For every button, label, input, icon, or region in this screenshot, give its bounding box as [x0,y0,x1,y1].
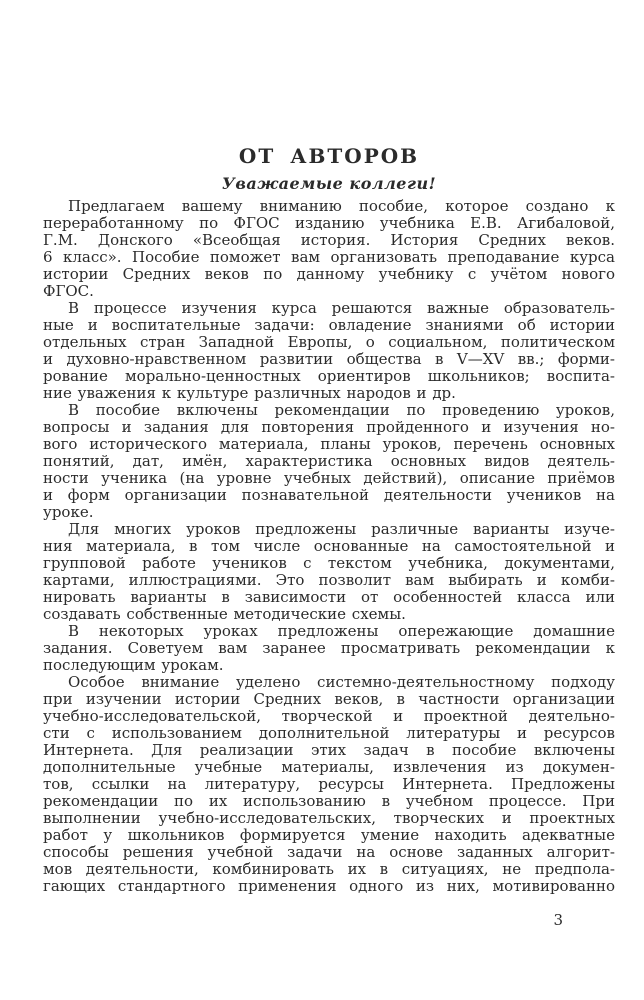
page-title: ОТ АВТОРОВ [238,144,420,168]
text-line: Предлагаем вашему вниманию пособие, которое создано к [68,197,615,215]
text-line: выполнении учебно-исследовательских, творческих и проектных [43,809,615,827]
text-line: ФГОС. [43,282,94,300]
text-line: картами, иллюстрациями. Это позволит вам выбирать и комби- [43,571,615,589]
text-line: ности ученика (на уровне учебных действий), описание приёмов [43,469,615,487]
page-number: 3 [553,911,563,929]
text-line: создавать собственные методические схемы. [43,605,406,623]
text-line: ние уважения к культуре различных народов и др. [43,384,456,402]
text-line: гающих стандартного применения одного из них, мотивированно [43,877,615,895]
text-line: и духовно-нравственном развитии общества в V—XV вв.; форми- [43,350,615,368]
text-line: рекомендации по их использованию в учебном процессе. При [43,792,615,810]
text-line: уроке. [43,503,94,521]
text-line: отдельных стран Западной Европы, о социальном, политическом [43,333,615,351]
text-line: Г.М. Донского «Всеобщая история. История Средних веков. [43,231,615,249]
text-line: учебно-исследовательской, творческой и проектной деятельно- [43,707,615,725]
text-line: способы решения учебной задачи на основе заданных алгорит- [43,843,615,861]
text-line: последующим урокам. [43,656,224,674]
greeting-subtitle: Уважаемые коллеги! [221,174,437,193]
text-line: тов, ссылки на литературу, ресурсы Интернета. Предложены [43,775,615,793]
text-line: В некоторых уроках предложены опережающие домашние [68,622,615,640]
text-line: и форм организации познавательной деятельности учеников на [43,486,615,504]
text-line: Для многих уроков предложены различные варианты изуче- [68,520,615,538]
paragraph [43,521,615,623]
paragraph [43,623,615,674]
text-line: работ у школьников формируется умение находить адекватные [43,826,615,844]
text-line: мов деятельности, комбинировать их в ситуациях, не предпола- [43,860,615,878]
text-line: задания. Советуем вам заранее просматривать рекомендации к [43,639,615,657]
paragraph [43,198,615,300]
text-line: нировать варианты в зависимости от особенностей класса или [43,588,615,606]
paragraph [43,674,615,895]
text-line: понятий, дат, имён, характеристика основных видов деятель- [43,452,615,470]
page-content [43,146,615,895]
text-line: дополнительные учебные материалы, извлечения из докумен- [43,758,615,776]
text-line: ные и воспитательные задачи: овладение знаниями об истории [43,316,615,334]
text-line: сти с использованием дополнительной литературы и ресурсов [43,724,615,742]
paragraph [43,402,615,521]
body-text [43,198,615,895]
text-line: Интернета. Для реализации этих задач в пособие включены [43,741,615,759]
text-line: вопросы и задания для повторения пройденного и изучения но- [43,418,615,436]
text-line: истории Средних веков по данному учебнику с учётом нового [43,265,615,283]
text-line: Особое внимание уделено системно-деятельностному подходу [68,673,615,691]
text-line: В пособие включены рекомендации по проведению уроков, [68,401,615,419]
text-line: рование морально-ценностных ориентиров школьников; воспита- [43,367,615,385]
text-line: ния материала, в том числе основанные на самостоятельной и [43,537,615,555]
text-line: при изучении истории Средних веков, в частности организации [43,690,615,708]
text-line: переработанному по ФГОС изданию учебника Е.В. Агибаловой, [43,214,615,232]
text-line: вого исторического материала, планы уроков, перечень основных [43,435,615,453]
text-line: В процессе изучения курса решаются важные образователь- [68,299,615,317]
text-line: групповой работе учеников с текстом учебника, документами, [43,554,615,572]
paragraph [43,300,615,402]
text-line: 6 класс». Пособие поможет вам организовать преподавание курса [43,248,615,266]
